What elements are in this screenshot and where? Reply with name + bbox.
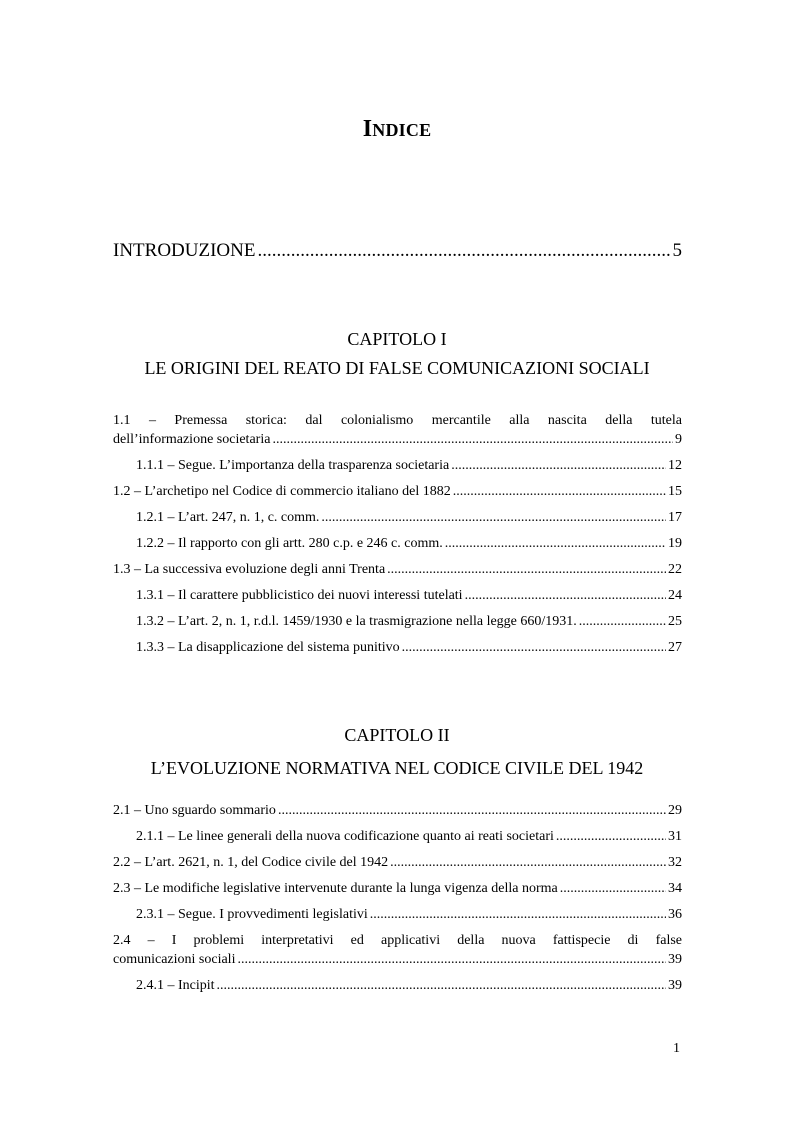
dot-leader [465, 586, 666, 606]
toc-entry[interactable] [113, 879, 682, 905]
toc-entry-page: 24 [668, 588, 682, 603]
toc-entry-page: 5 [672, 240, 682, 261]
toc-entry-label-line1: 2.4 – I problemi interpretativi ed applicativi della nuova fattispecie di false [113, 933, 682, 948]
toc-entry-label: 1.2.1 – L’art. 247, n. 1, c. comm. [136, 510, 320, 525]
toc-entry-page: 36 [668, 907, 682, 922]
toc-entry[interactable] [113, 931, 682, 969]
dot-leader [402, 638, 666, 658]
toc-entry[interactable] [113, 976, 682, 1002]
toc-entry-label: 1.3.1 – Il carattere pubblicistico dei nuovi interessi tutelati [136, 588, 463, 603]
toc-entry-page: 15 [668, 484, 682, 499]
toc-entry[interactable] [113, 801, 682, 827]
toc-entry-page: 25 [668, 614, 682, 629]
chapter-number: CAPITOLO II [344, 725, 450, 745]
page-title: INDICE [362, 116, 432, 142]
toc-entry[interactable] [113, 534, 682, 560]
toc-entry-label: 1.2 – L’archetipo nel Codice di commercio italiano del 1882 [113, 484, 451, 499]
toc-entry-page: 29 [668, 803, 682, 818]
toc-entry-label: INTRODUZIONE [113, 240, 256, 261]
toc-entry-label: 1.3 – La successiva evoluzione degli anni Trenta [113, 562, 386, 577]
chapter-1-entries [113, 411, 682, 664]
chapter-title: L’EVOLUZIONE NORMATIVA NEL CODICE CIVILE DEL 1942 [150, 758, 644, 778]
toc-entry-label-line1: 1.1 – Premessa storica: dal colonialismo mercantile alla nascita della tutela [113, 413, 682, 428]
toc-entry-page: 17 [668, 510, 682, 525]
toc-entry-label: 1.2.2 – Il rapporto con gli artt. 280 c.p. e 246 c. comm. [136, 536, 443, 551]
toc-entry-page: 39 [668, 952, 682, 967]
dot-leader [390, 853, 666, 873]
toc-entry-label: 1.1.1 – Segue. L’importanza della trasparenza societaria [136, 458, 450, 473]
toc-entry[interactable] [113, 508, 682, 534]
toc-entry[interactable] [113, 853, 682, 879]
toc-entry-page: 19 [668, 536, 682, 551]
dot-leader [560, 879, 666, 899]
toc-entry-label: 2.1.1 – Le linee generali della nuova codificazione quanto ai reati societari [136, 829, 554, 844]
toc-entry-label: 2.3.1 – Segue. I provvedimenti legislativi [136, 907, 368, 922]
toc-entry-label: 2.1 – Uno sguardo sommario [113, 803, 276, 818]
toc-entry-page: 27 [668, 640, 682, 655]
chapter-title: LE ORIGINI DEL REATO DI FALSE COMUNICAZIONI SOCIALI [144, 358, 650, 378]
toc-entry-label-line2: dell’informazione societaria [113, 432, 271, 447]
dot-leader [321, 508, 666, 528]
dot-leader [257, 240, 670, 262]
dot-leader [387, 560, 666, 580]
toc-entry-page: 9 [675, 432, 682, 447]
toc-entry[interactable] [113, 827, 682, 853]
dot-leader [451, 456, 666, 476]
dot-leader [217, 976, 666, 996]
toc-entry[interactable] [113, 482, 682, 508]
dot-leader [237, 950, 666, 969]
toc-entry-page: 31 [668, 829, 682, 844]
toc-entry-label-line2: comunicazioni sociali [113, 952, 236, 967]
toc-entry-label: 2.4.1 – Incipit [136, 978, 215, 993]
dot-leader [370, 905, 666, 925]
toc-entry[interactable] [113, 411, 682, 449]
dot-leader [579, 612, 666, 632]
dot-leader [272, 430, 673, 449]
dot-leader [445, 534, 666, 554]
toc-entry[interactable] [113, 586, 682, 612]
toc-entry-label: 1.3.3 – La disapplicazione del sistema punitivo [136, 640, 400, 655]
toc-entry[interactable] [113, 638, 682, 664]
toc-entry-introduzione[interactable] [113, 240, 682, 262]
chapter-number: CAPITOLO I [347, 329, 447, 349]
toc-entry[interactable] [113, 560, 682, 586]
toc-entry-label: 2.2 – L’art. 2621, n. 1, del Codice civile del 1942 [113, 855, 389, 870]
toc-entry-page: 12 [668, 458, 682, 473]
chapter-2-entries [113, 801, 682, 1002]
dot-leader [278, 801, 666, 821]
toc-entry-page: 32 [668, 855, 682, 870]
toc-entry-page: 39 [668, 978, 682, 993]
dot-leader [556, 827, 666, 847]
dot-leader [453, 482, 666, 502]
toc-entry[interactable] [113, 612, 682, 638]
page-number: 1 [673, 1041, 680, 1056]
toc-entry-page: 22 [668, 562, 682, 577]
toc-entry-label: 2.3 – Le modifiche legislative intervenute durante la lunga vigenza della norma [113, 881, 558, 896]
toc-entry[interactable] [113, 456, 682, 482]
toc-entry-page: 34 [668, 881, 682, 896]
toc-entry-label: 1.3.2 – L’art. 2, n. 1, r.d.l. 1459/1930 e la trasmigrazione nella legge 660/1931. [136, 614, 577, 629]
toc-entry[interactable] [113, 905, 682, 931]
